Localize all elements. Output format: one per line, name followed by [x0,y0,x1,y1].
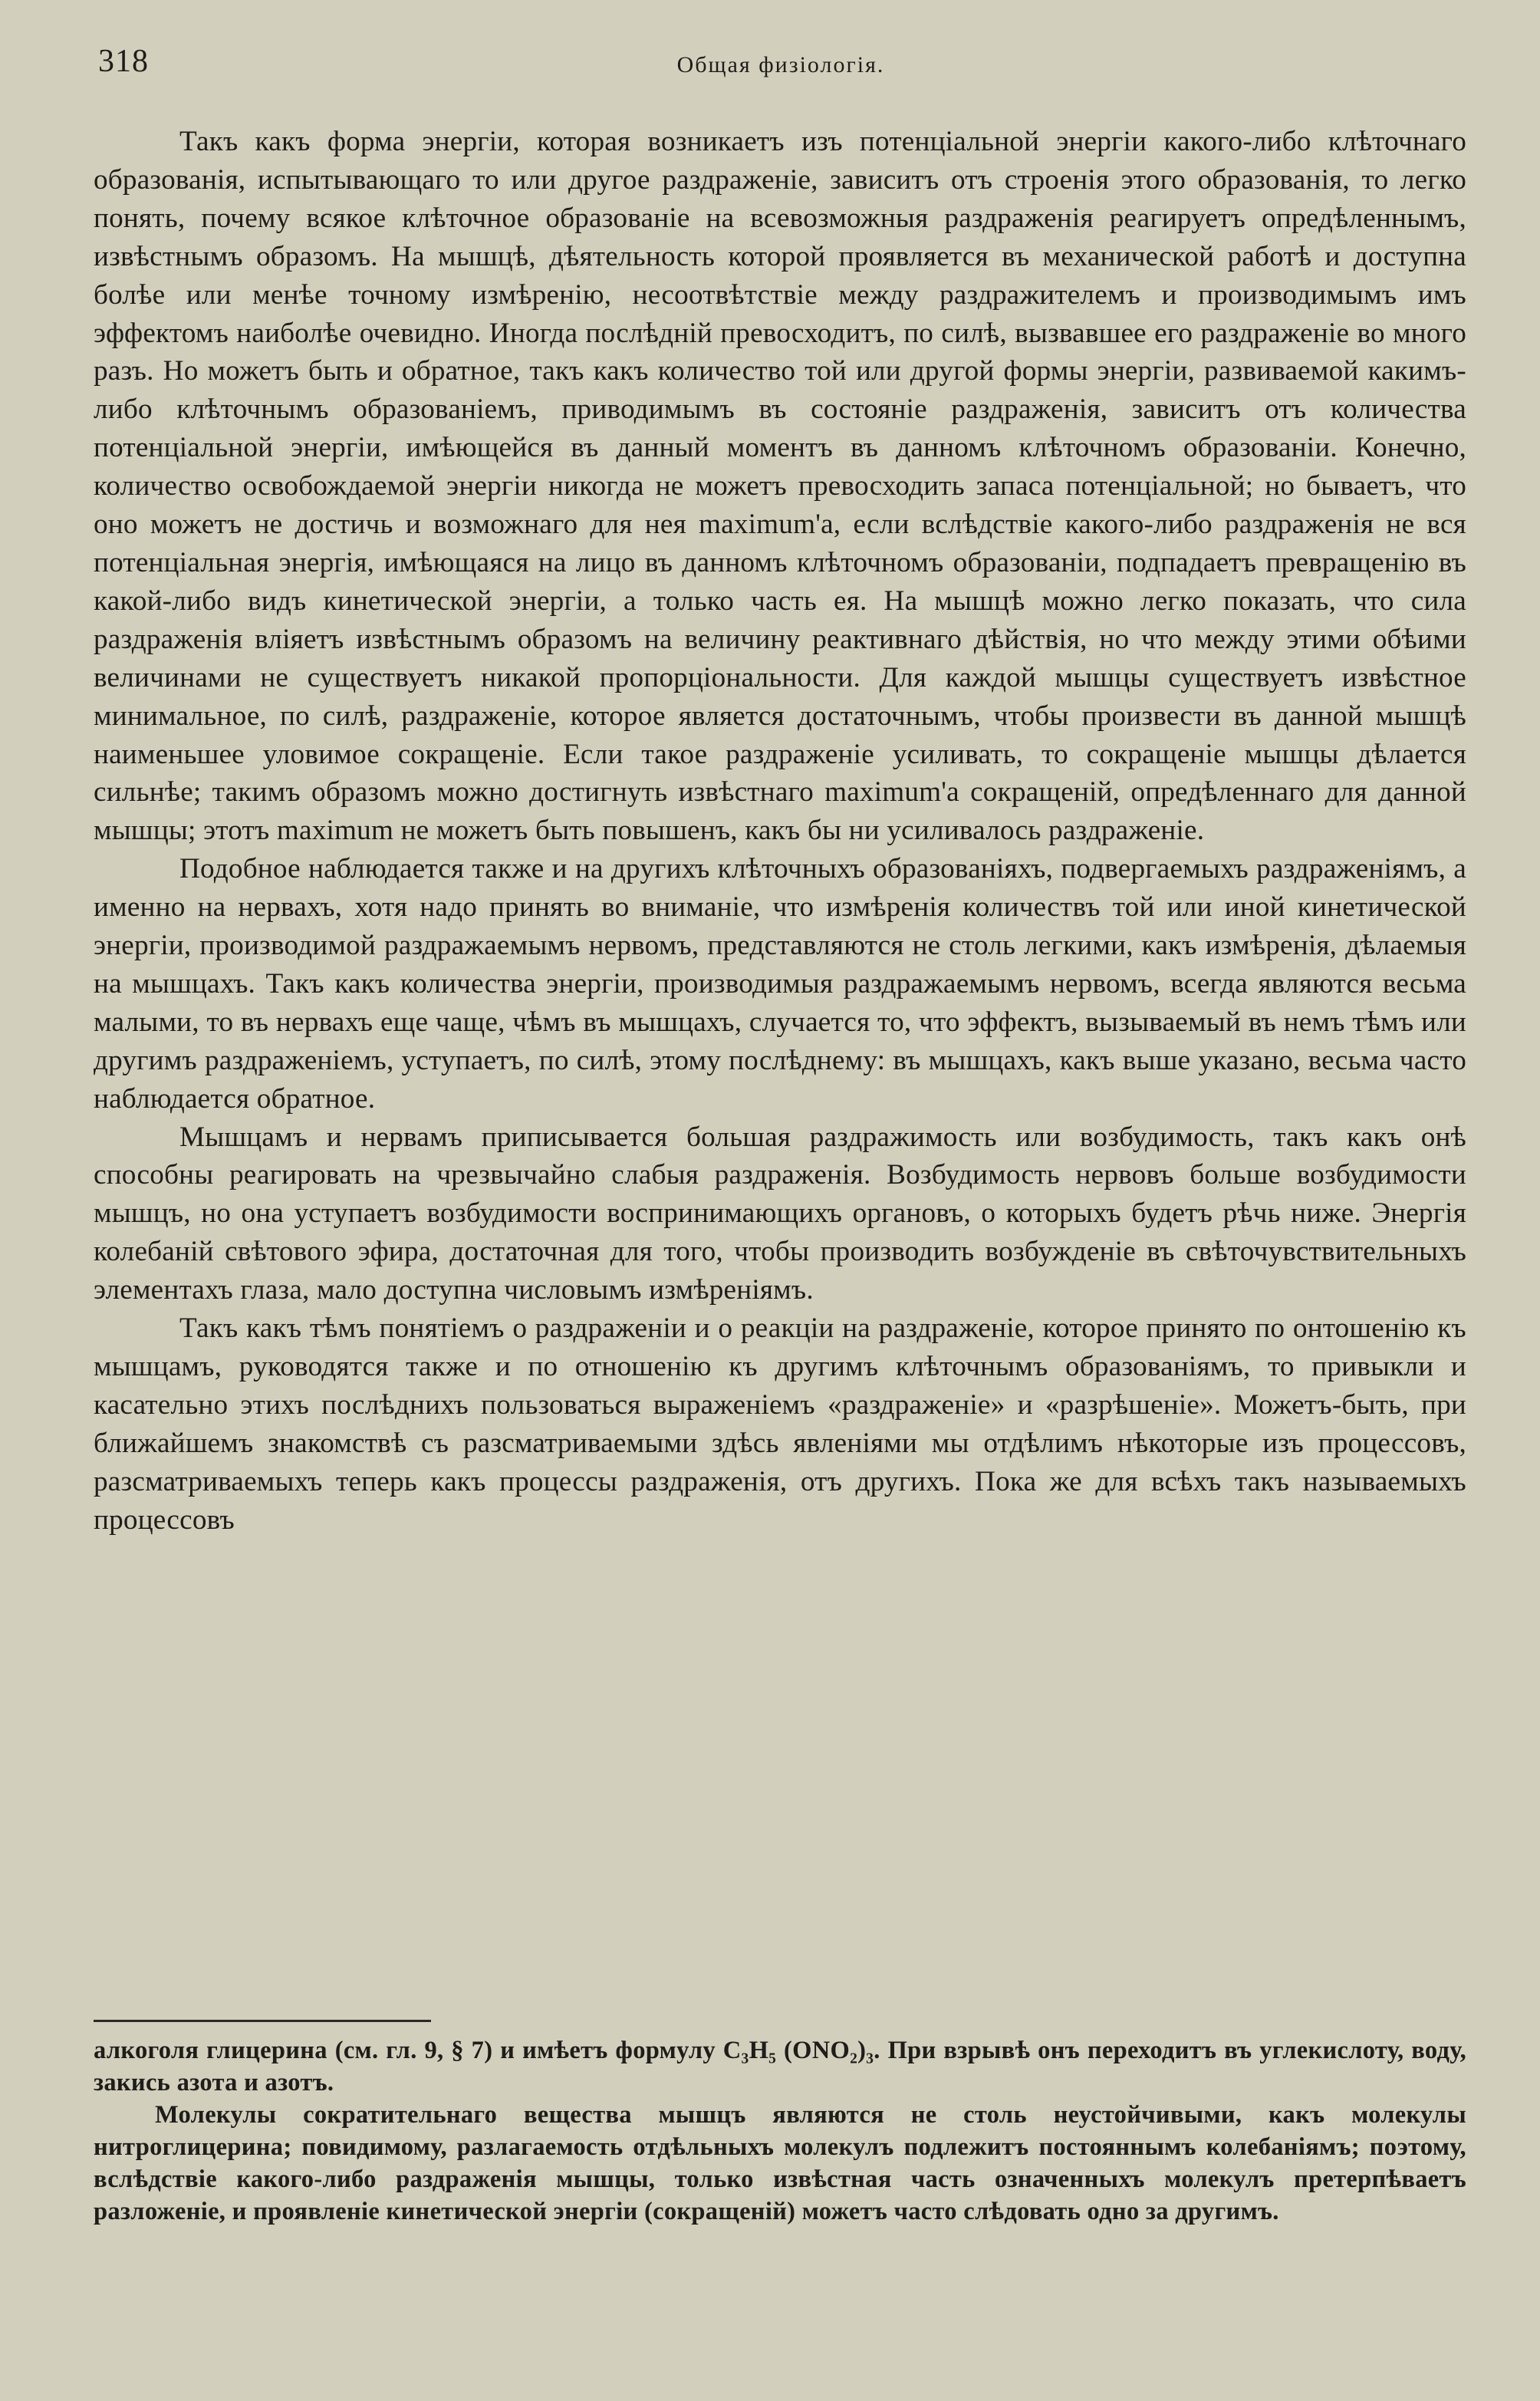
footnote-continuation: алкоголя глицерина (см. гл. 9, § 7) и имѣетъ формулу C₃H₅ (ONO₂)₃. При взрывѣ онъ переходитъ въ углекислоту, воду, закись азота и азотъ. [94,2037,1466,2096]
paragraph: Подобное наблюдается также и на другихъ клѣточныхъ образованіяхъ, подвергаемыхъ раздраженіямъ, а именно на нервахъ, хотя надо принять во вниманіе, что измѣренія количествъ той или иной кинетической энергіи, производимой раздражаемымъ нервомъ, представляются не столь легкими, какъ измѣренія, дѣлаемыя на мышцахъ. Такъ какъ количества энергіи, производимыя раздражаемымъ нервомъ, всегда являются весьма малыми, то въ нервахъ еще чаще, чѣмъ въ мышцахъ, случается то, что эффектъ, вызываемый въ немъ тѣмъ или другимъ раздраженіемъ, уступаетъ, по силѣ, этому послѣднему: въ мышцахъ, какъ выше указано, весьма часто наблюдается обратное. [94,853,1466,1115]
footnotes [94,2034,1466,2228]
footnote-paragraph: Молекулы сократительнаго вещества мышцъ являются не столь неустойчивыми, какъ молекулы нитроглицерина; повидимому, разлагаемость отдѣльныхъ молекулъ подлежитъ постояннымъ колебаніямъ; поэтому, вслѣдствіе какого-либо раздраженія мышцы, только извѣстная часть означенныхъ молекулъ претерпѣваетъ разложеніе, и проявленіе кинетической энергіи (сокращеній) можетъ часто слѣдовать одно за другимъ. [94,2101,1466,2225]
page-header [98,43,1463,89]
running-title: Общая физіологія. [676,52,885,77]
main-text [94,123,1466,1540]
paragraph: Такъ какъ форма энергіи, которая возникаетъ изъ потенціальной энергіи какого-либо клѣточнаго образованія, испытывающаго то или другое раздраженіе, зависитъ отъ строенія этого образованія, то легко понять, почему всякое клѣточное образованіе на всевозможныя раздраженія реагируетъ опредѣленнымъ, извѣстнымъ образомъ. На мышцѣ, дѣятельность которой проявляется въ механической работѣ и доступна болѣе или менѣе точному измѣренію, несоотвѣтствіе между раздражителемъ и производимымъ имъ эффектомъ наиболѣе очевидно. Иногда послѣдній превосходитъ, по силѣ, вызвавшее его раздраженіе во много разъ. Но можетъ быть и обратное, такъ какъ количество той или другой формы энергіи, развиваемой какимъ-либо клѣточнымъ образованіемъ, приводимымъ въ состояніе раздраженія, зависитъ отъ количества потенціальной энергіи, имѣющейся въ данный моментъ въ данномъ клѣточномъ образованіи. Конечно, количество освобождаемой энергіи никогда не можетъ превосходить запаса потенціальной; но бываетъ, что оно можетъ не достичь и возможнаго для нея maximum'а, если вслѣдствіе какого-либо раздраженія не вся потенціальная энергія, имѣющаяся на лицо въ данномъ клѣточномъ образованіи, подпадаетъ превращенію въ какой-либо видъ кинетической энергіи, а только часть ея. На мышцѣ можно легко показать, что сила раздраженія вліяетъ извѣстнымъ образомъ на величину реактивнаго дѣйствія, но что между этими обѣими величинами не существуетъ никакой пропорціональности. Для каждой мышцы существуетъ извѣстное минимальное, по силѣ, раздраженіе, которое является достаточнымъ, чтобы произвести въ данной мышцѣ наименьшее уловимое сокращеніе. Если такое раздраженіе усиливать, то сокращеніе мышцы дѣлается сильнѣе; такимъ образомъ можно достигнуть извѣстнаго maximum'а сокращеній, опредѣленнаго для данной мышцы; этотъ maximum не можетъ быть повышенъ, какъ бы ни усиливалось раздраженіе. [94,126,1466,847]
paragraph: Мышцамъ и нервамъ приписывается большая раздражимость или возбудимость, такъ какъ онѣ способны реагировать на чрезвычайно слабыя раздраженія. Возбудимость нервовъ больше возбудимости мышцъ, но она уступаетъ возбудимости воспринимающихъ органовъ, о которыхъ будетъ рѣчь ниже. Энергія колебаній свѣтового эфира, достаточная для того, чтобы производить возбужденіе въ свѣточувствительныхъ элементахъ глаза, мало доступна числовымъ измѣреніямъ. [94,1121,1466,1306]
page-number: 318 [98,44,149,79]
paragraph: Такъ какъ тѣмъ понятіемъ о раздраженіи и о реакціи на раздраженіе, которое принято по онтошенію къ мышцамъ, руководятся также и по отношенію къ другимъ клѣточнымъ образованіямъ, то привыкли и касательно этихъ послѣднихъ пользоваться выраженіемъ «раздраженіе» и «разрѣшеніе». Можетъ-быть, при ближайшемъ знакомствѣ съ разсматриваемыми здѣсь явленіями мы отдѣлимъ нѣкоторые изъ процессовъ, разсматриваемыхъ теперь какъ процессы раздраженія, отъ другихъ. Пока же для всѣхъ такъ называемыхъ процессовъ [94,1312,1466,1536]
footnote-divider [94,2020,431,2022]
